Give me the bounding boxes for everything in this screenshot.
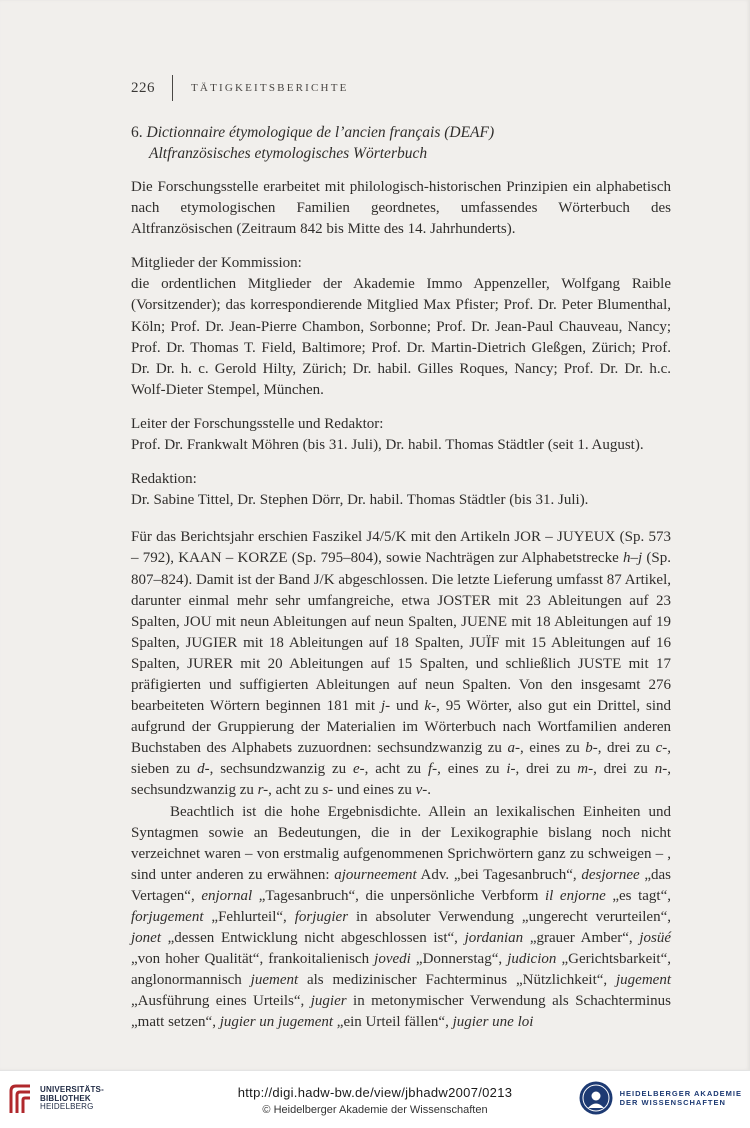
text-run: , sechsundzwanzig zu <box>131 761 672 799</box>
text-run: (Sp. 807–824). Damit ist der Band J/K abgeschlossen. Die letzte Lieferung umfasst 87 Artikel, darunter einmal mehr sehr umfangreiche, etwa JOSTER mit 23 Ableitungen auf 23 Spalten, JOU mit neun Ableitungen auf neun Spalten, JUENE mit 18 Ableitungen auf 19 Spalten, JUGIER mit 18 Ableitungen auf 18 Spalten, JUÏF mit 15 Ableitungen auf 16 Spalten, JURER mit 20 Ableitungen auf 15 Spalten, und schließlich JUSTE mit 17 präfigierten und suffigierten Ableitungen auf neun Spalten. Von den insgesamt 276 bearbeiteten Wörtern beginnen 181 mit <box>131 550 671 715</box>
section-subtitle: Altfranzösisches etymologisches Wörterbuch <box>149 145 428 162</box>
viewer-footer <box>0 1070 750 1128</box>
italic-term: forjugement <box>131 909 204 925</box>
text-run: „es tagt“, <box>605 887 672 904</box>
italic-term: v- <box>415 782 428 799</box>
page-header <box>131 74 349 102</box>
text-run: „Ausführung eines Urteils“, <box>131 993 311 1010</box>
library-logo-line-1: UNIVERSITÄTS- <box>40 1085 104 1095</box>
page-number: 226 <box>131 79 155 96</box>
text-run: „ein Urteil fällen“, <box>333 1014 453 1031</box>
text-run: „das Vertagen“, <box>131 866 672 904</box>
copyright-notice: © Heidelberger Akademie der Wissenschaften <box>262 1104 488 1116</box>
italic-term: forjugier <box>294 909 349 925</box>
italic-term: s- <box>322 782 334 799</box>
italic-term: h–j <box>622 550 643 567</box>
italic-term: jovedi <box>374 951 411 968</box>
text-run: als medizinischer Fachterminus „Nützlichkeit“, <box>298 972 617 989</box>
leader-label: Leiter der Forschungsstelle und Redaktor: <box>131 415 384 432</box>
text-run: , drei zu <box>593 761 655 778</box>
members-label: Mitglieder der Kommission: <box>131 255 302 272</box>
text-run: „von hoher Qualität“, frankoitalienisch <box>131 951 375 968</box>
italic-term: n- <box>654 761 668 778</box>
italic-term: jonet <box>131 930 161 947</box>
text-run: , acht zu <box>268 782 323 799</box>
italic-term: m- <box>577 761 594 778</box>
editors-label: Redaktion: <box>131 471 197 488</box>
header-divider <box>172 75 173 101</box>
text-run: , acht zu <box>364 761 428 778</box>
academy-logo-line-2: DER WISSENSCHAFTEN <box>619 1098 726 1107</box>
text-run: und eines zu <box>333 782 416 799</box>
library-logo-line-2: BIBLIOTHEK <box>40 1093 91 1103</box>
text-run: „grauer Amber“, <box>523 930 640 947</box>
members-text: die ordentlichen Mitglieder der Akademie Immo Appenzeller, Wolfgang Raible (Vorsitzender); das korrespondierende Mitglied Max Pfister; Prof. Dr. Peter Blumenthal, Köln; Prof. Dr. Jean-Pierre Chambon, Sorbonne; Prof. Dr. Jean-Paul Chauveau, Nancy; Prof. Dr. Thomas T. Field, Baltimore; Prof. Dr. Martin-Dietrich Gleßgen, Zürich; Prof. Dr. Dr. h. c. Gerold Hilty, Zürich; Dr. habil. Gilles Roques, Nancy; Prof. Dr. Dr. h.c. Wolf-Dieter Stempel, München. <box>131 276 671 398</box>
italic-term: ajourneement <box>334 866 417 883</box>
text-run: , eines zu <box>437 761 507 778</box>
text-run: Für das Berichtsjahr erschien Faszikel J4/5/K mit den Artikeln JOR – JUYEUX (Sp. 573 – 792), KAAN – KORZE (Sp. 795–804), sowie Nachträgen zur Alphabetstrecke <box>131 529 671 567</box>
text-run: , sieben zu <box>131 740 671 778</box>
section-title: Dictionnaire étymologique de l’ancien français (DEAF) <box>146 124 495 141</box>
italic-term: juement <box>250 972 299 989</box>
italic-term: b- <box>585 740 598 757</box>
italic-term: a- <box>507 740 520 757</box>
italic-term: f- <box>427 761 438 778</box>
running-head: TÄTIGKEITSBERICHTE <box>191 82 349 94</box>
italic-term: jugier un jugement <box>219 1014 334 1031</box>
italic-term: jugier une loi <box>452 1014 534 1031</box>
text-run: , eines zu <box>519 740 586 757</box>
editors-text: Dr. Sabine Tittel, Dr. Stephen Dörr, Dr. habil. Thomas Städtler (bis 31. Juli). <box>131 492 589 509</box>
report-paragraph-1 <box>131 527 671 801</box>
text-run: Beachtlich ist die hohe Ergebnisdichte. Allein an lexikalischen Einheiten und Syntagmen sowie an Bedeutungen, die in der Lexikographie bislang noch nicht verzeichnet waren – von erstmalig aufgenommenen Sprichwörtern ganz zu schweigen – , sind unter anderen zu erwähnen: <box>131 803 671 883</box>
text-run: und <box>390 698 425 715</box>
italic-term: enjornal <box>201 887 253 904</box>
text-run: „Fehlurteil“, <box>203 909 295 925</box>
permalink-url[interactable]: http://digi.hadw-bw.de/view/jbhadw2007/0213 <box>237 1085 513 1100</box>
italic-term: jugement <box>616 972 671 989</box>
text-run: „dessen Entwicklung nicht abgeschlossen ist“, <box>161 930 465 947</box>
academy-seal-icon <box>578 1080 614 1116</box>
italic-term: desjornee <box>581 866 640 883</box>
text-run: . <box>427 782 432 799</box>
section-heading <box>131 122 671 164</box>
report-paragraph-2 <box>131 802 671 1034</box>
text-run: , drei zu <box>515 761 578 778</box>
text-run: in absoluter Verwendung „ungerecht verurteilen“, <box>348 909 671 925</box>
text-run: , sechsundzwanzig zu <box>209 761 353 778</box>
text-run: , 95 Wörter, also gut ein Drittel, sind aufgrund der Gruppierung der Materialien im Wörterbuch nach Wortfamilien anderen Buchstaben des Alphabets zuzuordnen: sechsundzwanzig zu <box>131 698 672 757</box>
italic-term: c- <box>655 740 668 757</box>
intro-paragraph: Die Forschungsstelle erarbeitet mit philologisch-historischen Prinzipien ein alphabetisch nach etymologischen Familien geordnetes, umfassendes Wörterbuch des Altfranzösischen (Zeitraum 842 bis Mitte des 14. Jahrhunderts). <box>131 179 671 238</box>
italic-term: d- <box>197 761 210 778</box>
text-run: , drei zu <box>597 740 656 757</box>
italic-term: il enjorne <box>544 887 606 904</box>
academy-logo-line-1: HEIDELBERGER AKADEMIE <box>619 1089 742 1098</box>
text-run: Adv. „bei Tagesanbruch“, <box>416 866 582 883</box>
text-run: „Tagesanbruch“, die unpersönliche Verbform <box>252 887 545 904</box>
body-text <box>131 122 671 1034</box>
text-run: in metonymischer Verwendung als Schachterminus „matt setzen“, <box>131 993 671 1031</box>
text-run: „Donnerstag“, <box>410 951 508 968</box>
section-number: 6. <box>131 124 143 141</box>
italic-term: jugier <box>310 993 347 1010</box>
italic-term: j- <box>380 698 391 715</box>
academy-logo-label <box>620 1089 742 1107</box>
italic-term: jordanian <box>464 930 524 947</box>
italic-term: r- <box>257 782 269 799</box>
academy-logo[interactable] <box>578 1080 742 1116</box>
leader-text: Prof. Dr. Frankwalt Möhren (bis 31. Juli), Dr. habil. Thomas Städtler (seit 1. August). <box>131 437 644 454</box>
italic-term: josüé <box>639 930 671 947</box>
text-run: „Gerichtsbarkeit“, anglonormannisch <box>131 951 671 989</box>
italic-term: i- <box>506 761 516 778</box>
italic-term: judicion <box>507 951 557 968</box>
italic-term: e- <box>352 761 365 778</box>
italic-term: k- <box>424 698 437 715</box>
library-logo-line-3: HEIDELBERG <box>40 1102 94 1112</box>
